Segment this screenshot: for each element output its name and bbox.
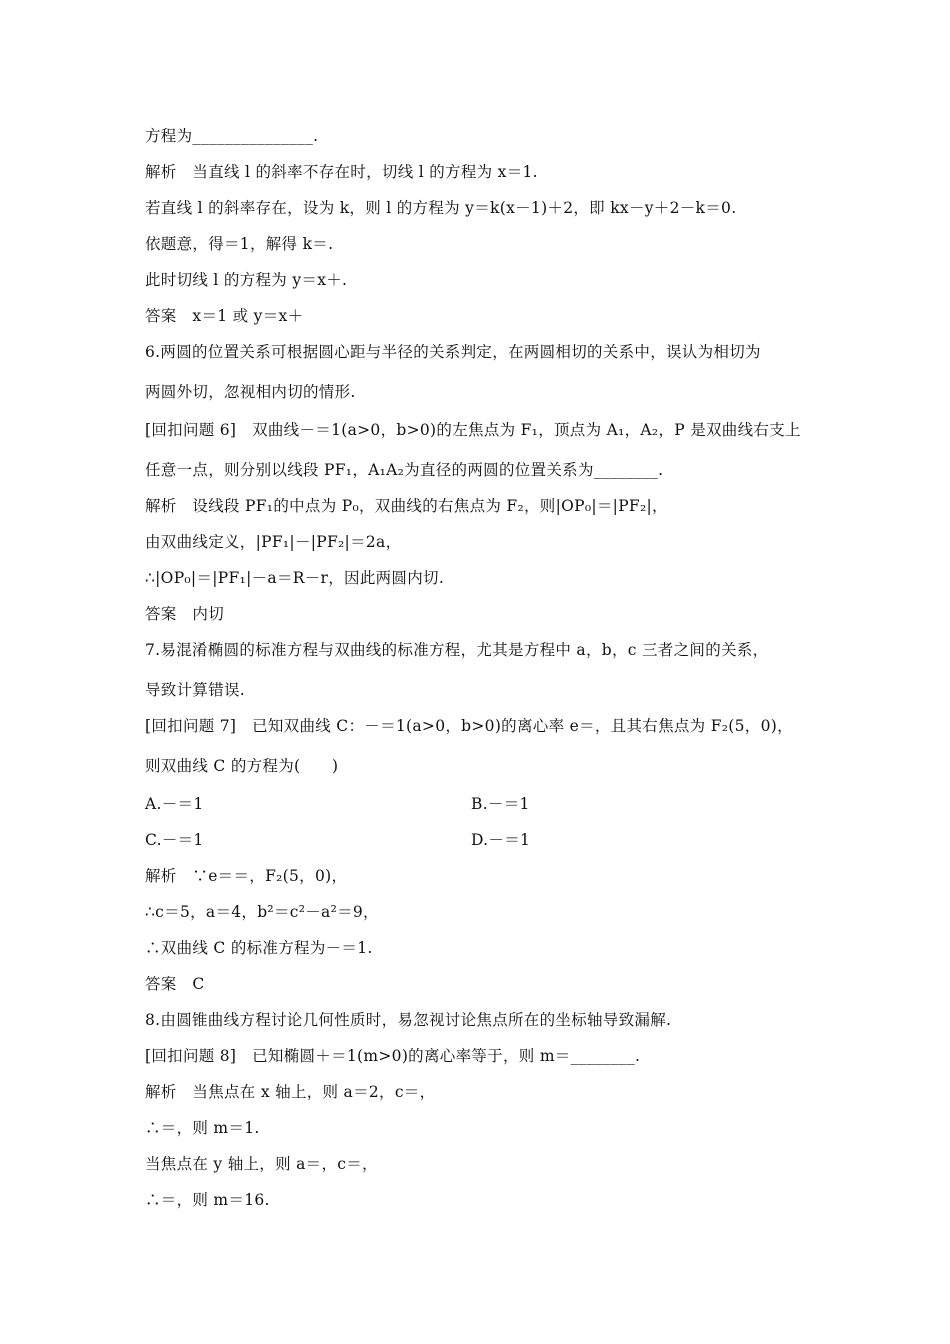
answer-line: 答案 C <box>145 975 205 993</box>
text-line: 解析 当直线 l 的斜率不存在时，切线 l 的方程为 x＝1. <box>145 163 538 181</box>
text-line: ∴＝，则 m＝1. <box>145 1119 260 1137</box>
text-line: 解析 当焦点在 x 轴上，则 a＝2，c＝， <box>145 1083 436 1101</box>
section-heading-8: 8.由圆锥曲线方程讨论几何性质时，易忽视讨论焦点所在的坐标轴导致漏解. <box>145 1011 672 1029</box>
answer-line: 答案 x＝1 或 y＝x＋ <box>145 307 304 325</box>
text-line: 此时切线 l 的方程为 y＝x＋. <box>145 271 348 289</box>
section-heading-7: 7.易混淆椭圆的标准方程与双曲线的标准方程，尤其是方程中 a，b，c 三者之间的关系， <box>145 641 769 659</box>
text-line: 当焦点在 y 轴上，则 a＝，c＝， <box>145 1155 378 1173</box>
option-a: A.－＝1 <box>145 795 204 813</box>
text-line: 若直线 l 的斜率存在，设为 k，则 l 的方程为 y＝k(x－1)＋2，即 kx－y＋2－k＝0. <box>145 199 737 217</box>
text-line: 解析 ∵e＝＝，F₂(5，0)， <box>145 867 348 885</box>
section-heading-6: 6.两圆的位置关系可根据圆心距与半径的关系判定，在两圆相切的关系中，误认为相切为 <box>145 343 761 361</box>
option-c: C.－＝1 <box>145 831 204 849</box>
text-line: 解析 设线段 PF₁的中点为 P₀，双曲线的右焦点为 F₂，则|OP₀|＝|PF₂|， <box>145 497 668 515</box>
text-line: ∴c＝5，a＝4，b²＝c²－a²＝9， <box>145 903 379 921</box>
text-line: 两圆外切，忽视相内切的情形. <box>145 383 356 401</box>
option-d: D.－＝1 <box>471 831 531 849</box>
text-line: ∴|OP₀|＝|PF₁|－a＝R－r，因此两圆内切. <box>145 569 445 587</box>
answer-line: 答案 内切 <box>145 605 225 623</box>
question-line: 任意一点，则分别以线段 PF₁，A₁A₂为直径的两圆的位置关系为________. <box>145 461 664 479</box>
option-b: B.－＝1 <box>471 795 530 813</box>
text-line: 由双曲线定义，|PF₁|－|PF₂|＝2a， <box>145 533 402 551</box>
question-line: [回扣问题 7] 已知双曲线 C：－＝1(a>0，b>0)的离心率 e＝，且其右焦点为 F₂(5，0)， <box>145 717 793 735</box>
text-line: ∴＝，则 m＝16. <box>145 1191 270 1209</box>
text-line: 依题意，得＝1，解得 k＝. <box>145 235 334 253</box>
question-line: [回扣问题 8] 已知椭圆＋＝1(m>0)的离心率等于，则 m＝________. <box>145 1047 641 1065</box>
text-line: 导致计算错误. <box>145 681 246 699</box>
text-line: 方程为_______________. <box>145 127 319 145</box>
question-line: 则双曲线 C 的方程为( ) <box>145 757 339 775</box>
text-line: ∴双曲线 C 的标准方程为－＝1. <box>145 939 373 957</box>
question-line: [回扣问题 6] 双曲线－＝1(a>0，b>0)的左焦点为 F₁，顶点为 A₁，A₂，P 是双曲线右支上 <box>145 421 801 439</box>
